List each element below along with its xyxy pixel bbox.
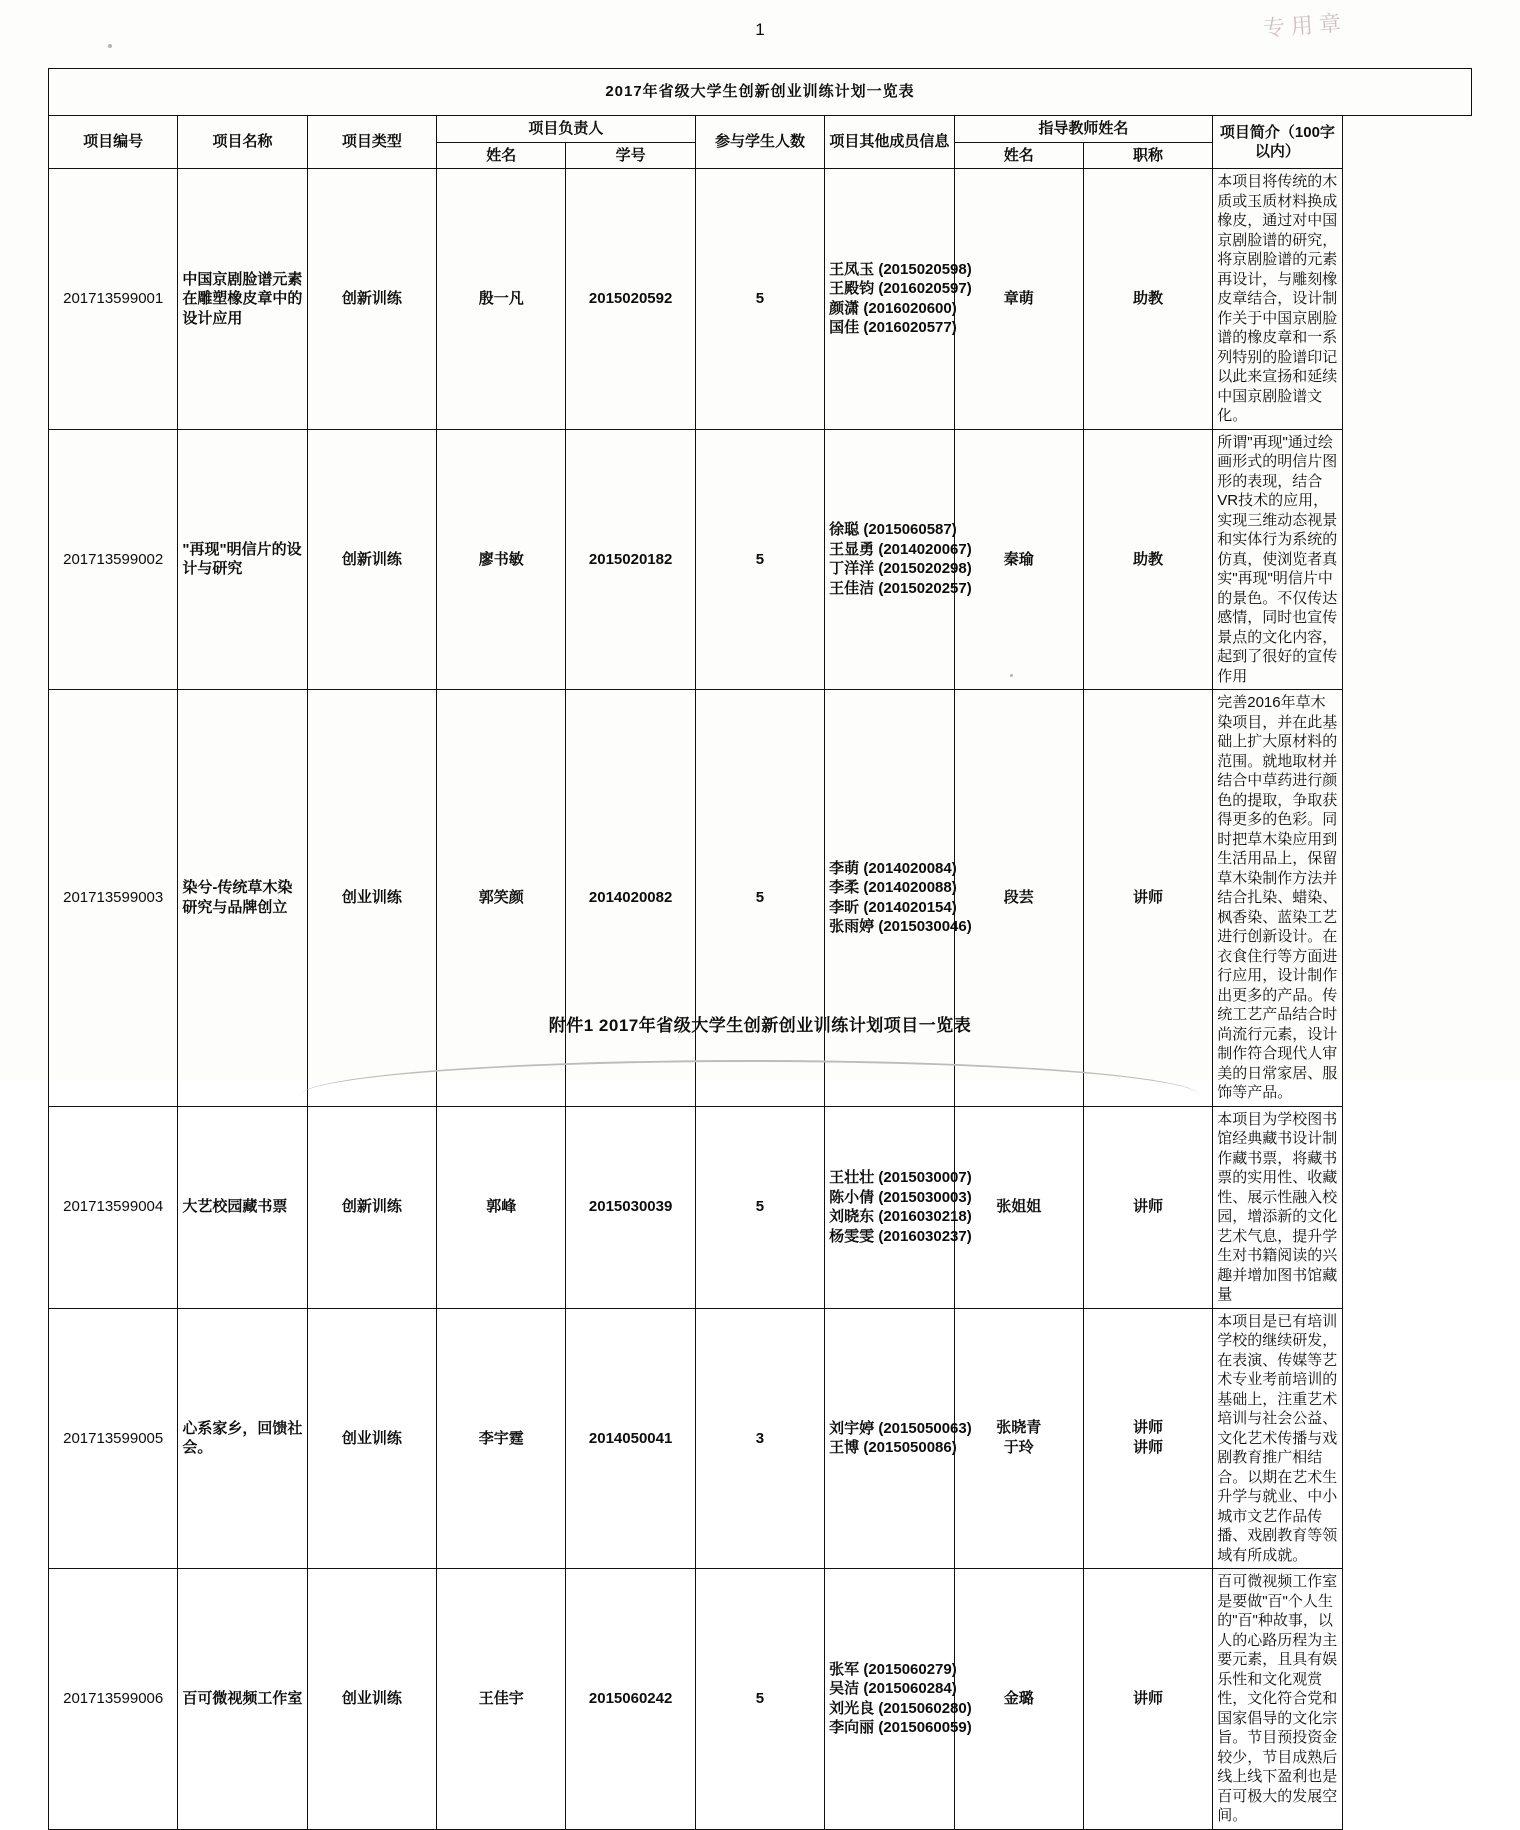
cell-intro: 所谓"再现"通过绘画形式的明信片图形的表现，结合VR技术的应用，实现三维动态视景和实体行为系统的仿真，使浏览者真实"再现"明信片中的景色。不仅传达感情，同时也宣传景点的文化内容，起到了很好的宣传作用 bbox=[1213, 429, 1342, 690]
table-row bbox=[49, 690, 1472, 1107]
member-entry: 王博 (2015050086) bbox=[829, 1439, 957, 1457]
cell-members bbox=[825, 690, 972, 1107]
cell-leader-sid: 2015020592 bbox=[566, 169, 695, 430]
cell-members bbox=[825, 1106, 972, 1308]
table-row bbox=[49, 169, 1472, 430]
cell-project-name: 百可微视频工作室 bbox=[178, 1569, 307, 1830]
cell-members bbox=[825, 169, 972, 430]
cell-project-no: 201713599004 bbox=[49, 1106, 178, 1308]
cell-leader-sid: 2014050041 bbox=[566, 1308, 695, 1569]
table-row bbox=[49, 429, 1472, 690]
member-entry: 徐聪 (2015060587) bbox=[829, 521, 957, 539]
cell-leader-name: 李宇霆 bbox=[437, 1308, 566, 1569]
scan-speck bbox=[108, 44, 112, 48]
member-entry: 王壮壮 (2015030007) bbox=[829, 1169, 972, 1186]
header-leader-name: 姓名 bbox=[437, 142, 566, 169]
member-entry: 刘宇婷 (2015050063) bbox=[829, 1419, 972, 1437]
cell-teacher-name bbox=[954, 1308, 1083, 1569]
cell-teacher-title: 讲师 bbox=[1083, 1106, 1212, 1308]
cell-leader-name: 王佳宇 bbox=[437, 1569, 566, 1830]
member-entry: 刘光良 (2015060280) bbox=[829, 1699, 972, 1717]
cell-leader-name: 郭峰 bbox=[437, 1106, 566, 1308]
cell-project-type: 创新训练 bbox=[307, 429, 436, 690]
cell-members bbox=[825, 429, 972, 690]
cell-intro: 本项目将传统的木质或玉质材料换成橡皮，通过对中国京剧脸谱的研究，将京剧脸谱的元素再设计，与雕刻橡皮章结合，设计制作关于中国京剧脸谱的橡皮章和一系列特别的脸谱印记以此来宣扬和延续中国京剧脸谱文化。 bbox=[1213, 169, 1342, 430]
member-entry: 吴洁 (2015060284) bbox=[829, 1680, 957, 1698]
table-row bbox=[49, 1106, 1472, 1308]
footer-note: 附件1 2017年省级大学生创新创业训练计划项目一览表 bbox=[548, 1016, 972, 1035]
header-other-members: 项目其他成员信息 bbox=[825, 116, 954, 169]
cell-project-name: 心系家乡，回馈社会。 bbox=[178, 1308, 307, 1569]
cell-project-no: 201713599006 bbox=[49, 1569, 178, 1830]
cell-leader-name: 廖书敏 bbox=[437, 429, 566, 690]
header-project-type: 项目类型 bbox=[307, 116, 436, 169]
cell-leader-name: 殷一凡 bbox=[437, 169, 566, 430]
cell-project-type: 创业训练 bbox=[307, 1308, 436, 1569]
member-entry: 张雨婷 (2015030046) bbox=[829, 918, 972, 936]
member-entry: 陈小倩 (2015030003) bbox=[829, 1188, 972, 1206]
cell-project-type: 创业训练 bbox=[307, 690, 436, 1107]
cell-teacher-name: 张姐姐 bbox=[954, 1106, 1083, 1308]
cell-leader-sid: 2015020182 bbox=[566, 429, 695, 690]
cell-project-no: 201713599005 bbox=[49, 1308, 178, 1569]
header-leader-group: 项目负责人 bbox=[437, 116, 696, 143]
header-project-no: 项目编号 bbox=[49, 116, 178, 169]
cell-student-count: 3 bbox=[695, 1308, 824, 1569]
projects-table bbox=[48, 68, 1472, 1830]
cell-student-count: 5 bbox=[695, 690, 824, 1107]
table-header-row-1 bbox=[49, 116, 1472, 143]
cell-teacher-title bbox=[1083, 1308, 1212, 1569]
cell-teacher-name: 金璐 bbox=[954, 1569, 1083, 1830]
member-entry: 王凤玉 (2015020598) bbox=[829, 260, 972, 278]
member-entry: 李昕 (2014020154) bbox=[829, 898, 957, 916]
table-row bbox=[49, 1569, 1472, 1830]
cell-project-type: 创业训练 bbox=[307, 1569, 436, 1830]
cell-teacher-title: 助教 bbox=[1083, 169, 1212, 430]
header-project-name: 项目名称 bbox=[178, 116, 307, 169]
cell-leader-sid: 2014020082 bbox=[566, 690, 695, 1107]
cell-leader-sid: 2015060242 bbox=[566, 1569, 695, 1830]
header-leader-sid: 学号 bbox=[566, 142, 695, 169]
cell-intro: 本项目是已有培训学校的继续研发，在表演、传媒等艺术专业考前培训的基础上，注重艺术培训与社会公益、文化艺术传播与戏剧教育推广相结合。以期在艺术生升学与就业、中小城市文艺作品传播、戏剧教育等领域有所成就。 bbox=[1213, 1308, 1342, 1569]
cell-project-no: 201713599001 bbox=[49, 169, 178, 430]
cell-project-name: 大艺校园藏书票 bbox=[178, 1106, 307, 1308]
header-student-count: 参与学生人数 bbox=[695, 116, 824, 169]
cell-teacher-title: 讲师 bbox=[1083, 690, 1212, 1107]
teacher-title-entry: 讲师 bbox=[1133, 1419, 1164, 1436]
member-entry: 李萌 (2014020084) bbox=[829, 859, 957, 877]
cell-intro: 百可微视频工作室是要做"百"个人生的"百"种故事，以人的心路历程为主要元素，且具有娱乐性和文化观赏性，文化符合党和国家倡导的文化宗旨。节目预投资金较少，节目成熟后线上线下盈利也是百可极大的发展空间。 bbox=[1213, 1569, 1342, 1830]
cell-student-count: 5 bbox=[695, 1569, 824, 1830]
cell-members bbox=[825, 1569, 972, 1830]
table-title-row bbox=[49, 69, 1472, 116]
member-entry: 王显勇 (2014020067) bbox=[829, 540, 972, 558]
teacher-name-entry: 于玲 bbox=[1003, 1439, 1034, 1457]
cell-project-no: 201713599002 bbox=[49, 429, 178, 690]
cell-student-count: 5 bbox=[695, 169, 824, 430]
member-entry: 李柔 (2014020088) bbox=[829, 879, 957, 897]
teacher-title-entry: 讲师 bbox=[1133, 1439, 1164, 1457]
cell-project-type: 创新训练 bbox=[307, 1106, 436, 1308]
member-entry: 国佳 (2016020577) bbox=[829, 319, 957, 337]
member-entry: 王佳洁 (2015020257) bbox=[829, 579, 972, 597]
header-teacher-name: 姓名 bbox=[954, 142, 1083, 169]
member-entry: 李向丽 (2015060059) bbox=[829, 1719, 972, 1737]
official-stamp: 专用章 bbox=[1262, 10, 1348, 41]
member-entry: 杨雯雯 (2016030237) bbox=[829, 1227, 972, 1245]
header-teacher-group: 指导教师姓名 bbox=[954, 116, 1213, 143]
cell-teacher-title: 讲师 bbox=[1083, 1569, 1212, 1830]
cell-members bbox=[825, 1308, 972, 1569]
cell-student-count: 5 bbox=[695, 429, 824, 690]
member-entry: 丁洋洋 (2015020298) bbox=[829, 560, 972, 578]
member-entry: 张军 (2015060279) bbox=[829, 1660, 957, 1678]
cell-teacher-name: 段芸 bbox=[954, 690, 1083, 1107]
cell-teacher-title: 助教 bbox=[1083, 429, 1212, 690]
member-entry: 刘晓东 (2016030218) bbox=[829, 1208, 972, 1225]
cell-leader-name: 郭笑颜 bbox=[437, 690, 566, 1107]
table-row bbox=[49, 1308, 1472, 1569]
cell-leader-sid: 2015030039 bbox=[566, 1106, 695, 1308]
header-teacher-title: 职称 bbox=[1083, 142, 1212, 169]
cell-project-type: 创新训练 bbox=[307, 169, 436, 430]
cell-project-name: "再现"明信片的设计与研究 bbox=[178, 429, 307, 690]
cell-intro: 完善2016年草木染项目，并在此基础上扩大原材料的范围。就地取材并结合中草药进行颜色的提取，争取获得更多的色彩。同时把草木染应用到生活用品上，保留草木染制作方法并结合扎染、蜡染、枫香染、蓝染工艺进行创新设计。在衣食住行等方面进行应用，设计制作出更多的产品。传统工艺产品结合时尚流行元素，设计制作符合现代人审美的日常家居、服饰等产品。 bbox=[1213, 690, 1342, 1107]
cell-intro: 本项目为学校图书馆经典藏书设计制作藏书票，将藏书票的实用性、收藏性、展示性融入校园，增添新的文化艺术气息，提升学生对书籍阅读的兴趣并增加图书馆藏量 bbox=[1213, 1106, 1342, 1308]
table-title: 2017年省级大学生创新创业训练计划一览表 bbox=[49, 69, 1472, 116]
member-entry: 颜潇 (2016020600) bbox=[829, 299, 957, 317]
header-intro: 项目简介（100字以内） bbox=[1213, 116, 1342, 169]
cell-teacher-name: 秦瑜 bbox=[954, 429, 1083, 690]
teacher-name-entry: 张晓青 bbox=[996, 1419, 1042, 1436]
cell-student-count: 5 bbox=[695, 1106, 824, 1308]
cell-teacher-name: 章萌 bbox=[954, 169, 1083, 430]
member-entry: 王殿钧 (2016020597) bbox=[829, 280, 972, 298]
cell-project-name: 染兮-传统草木染研究与品牌创立 bbox=[178, 690, 307, 1107]
page-number: 1 bbox=[755, 20, 765, 39]
cell-project-no: 201713599003 bbox=[49, 690, 178, 1107]
cell-project-name: 中国京剧脸谱元素在雕塑橡皮章中的设计应用 bbox=[178, 169, 307, 430]
